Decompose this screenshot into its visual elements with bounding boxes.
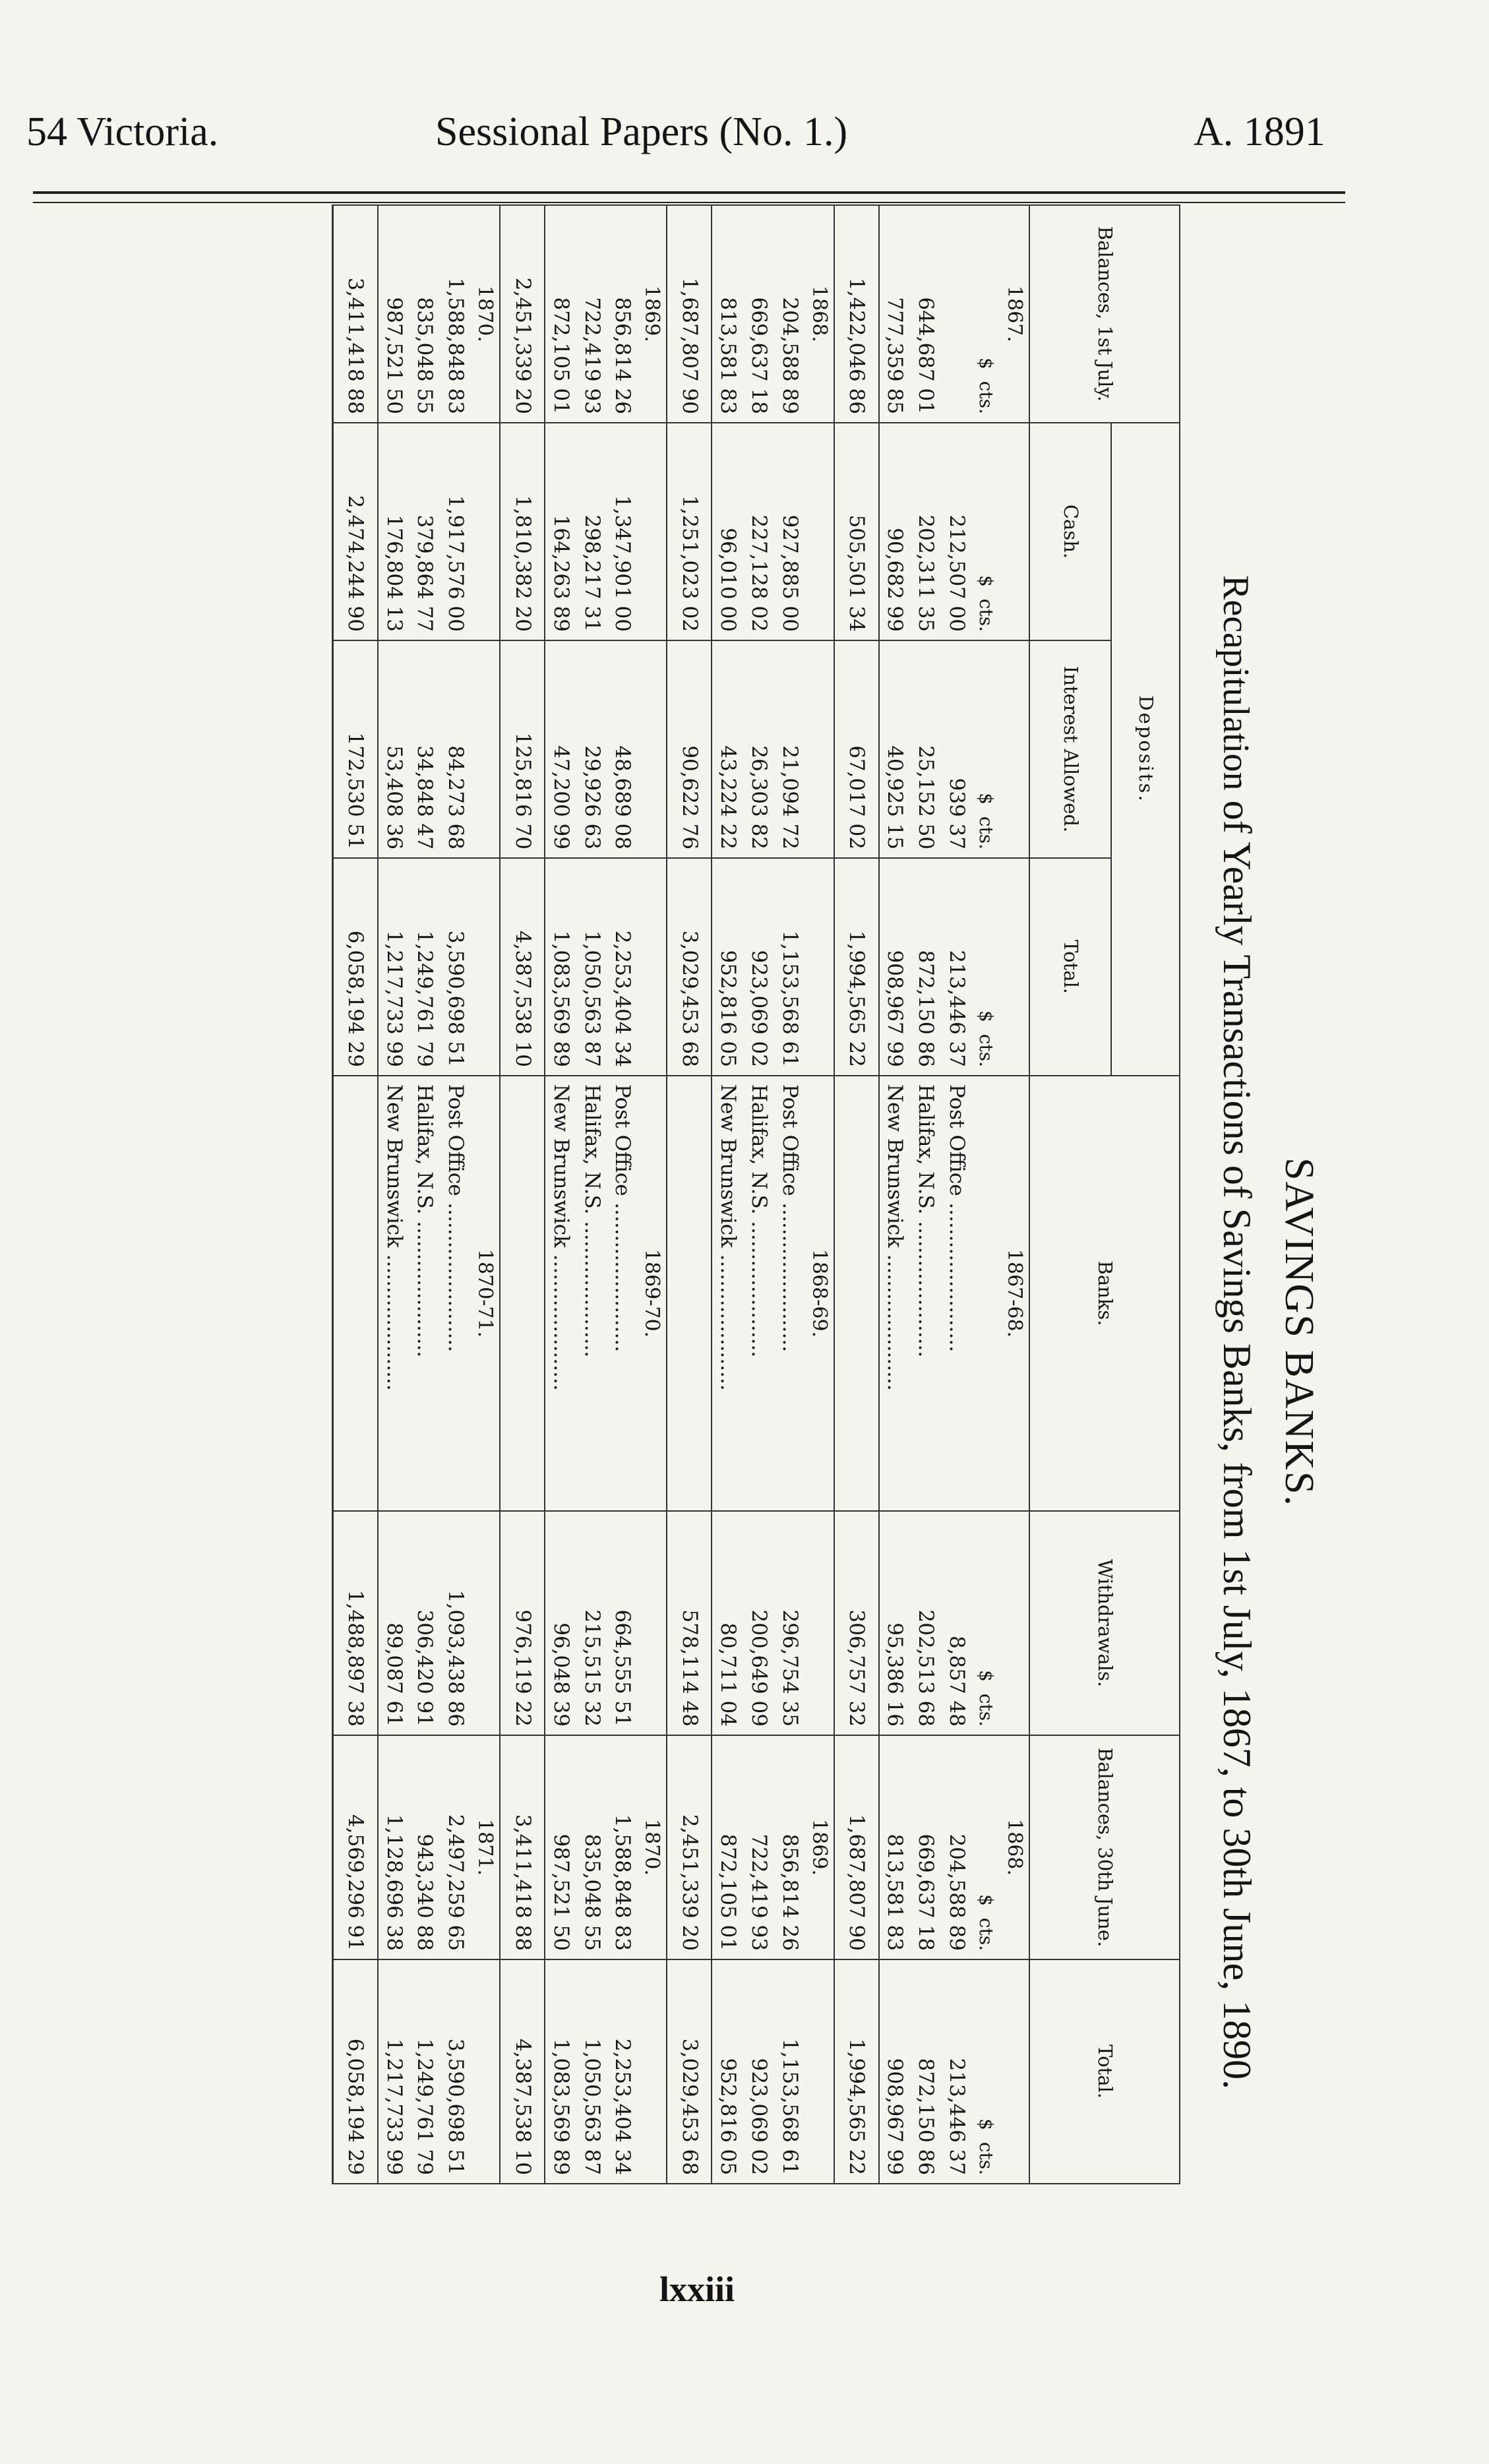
value-cell: 835,048 55: [576, 1735, 607, 1959]
value-cell: 813,581 83: [879, 1735, 911, 1959]
value-cell: 213,446 37: [941, 858, 972, 1076]
value-cell: 1,153,568 61: [774, 1959, 805, 2184]
empty-cell: [638, 423, 667, 640]
empty-cell: [1000, 858, 1029, 1076]
bank-name: New Brunswick .....................: [378, 1076, 410, 1511]
dollar-unit: $: [975, 575, 997, 587]
bank-name: Post Office .......................: [607, 1076, 638, 1511]
sum-cell: 3,411,418 88: [333, 205, 379, 423]
value-cell: 927,885 00: [774, 423, 805, 640]
value-cell: 47,200 99: [545, 640, 576, 858]
bank-name: Post Office .......................: [441, 1076, 471, 1511]
sum-cell: 578,114 48: [667, 1511, 712, 1735]
units-spacer: [975, 587, 997, 599]
table-row: [941, 205, 972, 2184]
value-cell: 2,253,404 34: [607, 1959, 638, 2184]
value-cell: 227,128 02: [743, 423, 774, 640]
sum-cell: 1,810,382 20: [500, 423, 545, 640]
value-cell: 84,273 68: [441, 640, 471, 858]
value-cell: 943,340 88: [410, 1735, 441, 1959]
table-body: [333, 205, 1030, 2184]
empty-cell: [471, 1511, 500, 1735]
table-row: [607, 205, 638, 2184]
empty-cell: [805, 423, 834, 640]
bank-name: Halifax, N.S. .....................: [410, 1076, 441, 1511]
value-cell: 1,083,569 89: [545, 858, 576, 1076]
value-cell: 8,857 48: [941, 1511, 972, 1735]
page-header-center: Sessional Papers (No. 1.): [435, 109, 848, 154]
value-cell: 1,588,848 83: [441, 205, 471, 423]
value-cell: 872,105 01: [712, 1735, 744, 1959]
col-deposits: Deposits.: [1111, 423, 1180, 1076]
sum-cell: 1,422,046 86: [834, 205, 879, 423]
empty-cell: [638, 858, 667, 1076]
units-spacer: [975, 2130, 997, 2142]
value-cell: 1,249,761 79: [410, 1959, 441, 2184]
units-spacer: [975, 1906, 997, 1918]
value-cell: 40,925 15: [879, 640, 911, 858]
value-cell: 1,249,761 79: [410, 858, 441, 1076]
value-cell: 1,217,733 99: [378, 858, 410, 1076]
cents-unit: cts.: [975, 1693, 997, 1727]
units-cell: [972, 1511, 1000, 1735]
units-cell: [972, 205, 1000, 423]
year-label: 1869.: [638, 205, 667, 423]
bank-name: Post Office .......................: [774, 1076, 805, 1511]
units-cell: [972, 1735, 1000, 1959]
sum-cell: 505,501 34: [834, 423, 879, 640]
value-cell: 21,094 72: [774, 640, 805, 858]
table-row: [911, 205, 942, 2184]
dollar-unit: $: [975, 1670, 997, 1682]
bank-name: New Brunswick .....................: [712, 1076, 744, 1511]
table-row: [712, 205, 744, 2184]
sum-cell: 172,530 51: [333, 640, 379, 858]
col-withdrawals: Withdrawals.: [1029, 1511, 1180, 1735]
value-cell: 26,303 82: [743, 640, 774, 858]
value-cell: 2,253,404 34: [607, 858, 638, 1076]
value-cell: 43,224 22: [712, 640, 744, 858]
value-cell: 923,069 02: [743, 1959, 774, 2184]
units-spacer: [975, 805, 997, 816]
empty-cell: [471, 423, 500, 640]
value-cell: 856,814 26: [607, 205, 638, 423]
value-cell: 1,588,848 83: [607, 1735, 638, 1959]
value-cell: 48,689 08: [607, 640, 638, 858]
sum-cell: 6,058,194 29: [333, 1959, 379, 2184]
dollar-unit: $: [975, 1894, 997, 1906]
value-cell: 298,217 31: [576, 423, 607, 640]
year-label: 1867-68.: [1000, 1076, 1029, 1511]
table-row: [576, 205, 607, 2184]
units-row: [972, 205, 1000, 2184]
value-cell: 89,087 61: [378, 1511, 410, 1735]
cents-unit: cts.: [975, 2141, 997, 2175]
cents-unit: cts.: [975, 1033, 997, 1067]
table-subtitle: [1214, 204, 1260, 2460]
value-cell: 164,263 89: [545, 423, 576, 640]
sum-cell: 125,816 70: [500, 640, 545, 858]
value-cell: 212,507 00: [941, 423, 972, 640]
year-label: 1870.: [471, 205, 500, 423]
value-cell: 202,513 68: [911, 1511, 942, 1735]
value-cell: 644,687 01: [911, 205, 942, 423]
sum-cell: 90,622 76: [667, 640, 712, 858]
value-cell: 987,521 50: [378, 205, 410, 423]
value-cell: 722,419 93: [743, 1735, 774, 1959]
year-row: [805, 205, 834, 2184]
sum-cell: 1,488,897 38: [333, 1511, 379, 1735]
empty-cell: [834, 1076, 879, 1511]
empty-cell: [638, 1959, 667, 2184]
table-row: [410, 205, 441, 2184]
units-spacer: [975, 369, 997, 381]
value-cell: 215,515 32: [576, 1511, 607, 1735]
sum-cell: 2,451,339 20: [500, 205, 545, 423]
empty-cell: [471, 640, 500, 858]
value-cell: 2,497,259 65: [441, 1735, 471, 1959]
units-spacer: [975, 1022, 997, 1034]
value-cell: 872,105 01: [545, 205, 576, 423]
page-number: lxxiii: [659, 2269, 735, 2309]
value-cell: 296,754 35: [774, 1511, 805, 1735]
value-cell: 95,386 16: [879, 1511, 911, 1735]
sum-cell: 2,474,244 90: [333, 423, 379, 640]
empty-cell: [1000, 1511, 1029, 1735]
sum-cell: 67,017 02: [834, 640, 879, 858]
recapitulation-table: [332, 204, 1180, 2184]
header-rule-thin: [33, 202, 1345, 203]
sum-row: [500, 205, 545, 2184]
sum-cell: 1,687,807 90: [834, 1735, 879, 1959]
value-cell: 813,581 83: [712, 205, 744, 423]
cents-unit: cts.: [975, 381, 997, 414]
value-cell: 939 37: [941, 640, 972, 858]
value-cell: 3,590,698 51: [441, 858, 471, 1076]
empty-cell: [667, 1076, 712, 1511]
value-cell: 1,050,563 87: [576, 858, 607, 1076]
table-row: [441, 205, 471, 2184]
value-cell: 952,816 05: [712, 858, 744, 1076]
value-cell: 777,359 85: [879, 205, 911, 423]
sum-cell: 3,411,418 88: [500, 1735, 545, 1959]
year-label: 1868-69.: [805, 1076, 834, 1511]
value-cell: 908,967 99: [879, 1959, 911, 2184]
value-cell: 1,128,696 38: [378, 1735, 410, 1959]
sum-row: [333, 205, 379, 2184]
empty-cell: [638, 640, 667, 858]
value-cell: 1,217,733 99: [378, 1959, 410, 2184]
col-balances-end: Balances, 30th June.: [1029, 1735, 1180, 1959]
empty-cell: [805, 1959, 834, 2184]
empty-cell: [471, 858, 500, 1076]
value-cell: 1,050,563 87: [576, 1959, 607, 2184]
value-cell: 379,864 77: [410, 423, 441, 640]
units-cell: [972, 423, 1000, 640]
empty-cell: [1000, 1959, 1029, 2184]
value-cell: 722,419 93: [576, 205, 607, 423]
empty-cell: [805, 858, 834, 1076]
subtitle-cap: Recapitulation: [1215, 574, 1256, 791]
dollar-unit: $: [975, 357, 997, 369]
sum-cell: 3,029,453 68: [667, 1959, 712, 2184]
sum-cell: 4,387,538 10: [500, 1959, 545, 2184]
value-cell: 96,048 39: [545, 1511, 576, 1735]
year-row: [1000, 205, 1029, 2184]
value-cell: 1,083,569 89: [545, 1959, 576, 2184]
year-label: 1870.: [638, 1735, 667, 1959]
dollar-unit: $: [975, 793, 997, 805]
sum-cell: 4,387,538 10: [500, 858, 545, 1076]
value-cell: 1,093,438 86: [441, 1511, 471, 1735]
value-cell: 306,420 91: [410, 1511, 441, 1735]
value-cell: 90,682 99: [879, 423, 911, 640]
dollar-unit: $: [975, 2118, 997, 2130]
value-cell: 856,814 26: [774, 1735, 805, 1959]
bank-name: New Brunswick .....................: [879, 1076, 911, 1511]
cents-unit: cts.: [975, 598, 997, 632]
value-cell: 1,917,576 00: [441, 423, 471, 640]
value-cell: 872,150 86: [911, 1959, 942, 2184]
value-cell: 34,848 47: [410, 640, 441, 858]
cents-unit: cts.: [975, 816, 997, 849]
cents-unit: cts.: [975, 1917, 997, 1951]
empty-cell: [638, 1511, 667, 1735]
value-cell: 3,590,698 51: [441, 1959, 471, 2184]
value-cell: 213,446 37: [941, 1959, 972, 2184]
empty-cell: [805, 1511, 834, 1735]
value-cell: 204,588 89: [774, 205, 805, 423]
year-label: 1870-71.: [471, 1076, 500, 1511]
empty-cell: [972, 1076, 1000, 1511]
value-cell: 29,926 63: [576, 640, 607, 858]
col-interest: Interest Allowed.: [1029, 640, 1111, 858]
value-cell: 200,649 09: [743, 1511, 774, 1735]
value-cell: 96,010 00: [712, 423, 744, 640]
subtitle-rest: of Yearly Transactions of Savings Banks, from 1st July, 1867, to 30th June, 1890.: [1215, 790, 1259, 2090]
bank-name: Post Office .......................: [941, 1076, 972, 1511]
header-rule: [33, 191, 1345, 194]
sum-cell: 976,119 22: [500, 1511, 545, 1735]
sum-cell: 4,569,296 91: [333, 1735, 379, 1959]
year-label: 1867.: [1000, 205, 1029, 423]
col-balances-first: Balances, 1st July.: [1029, 205, 1180, 423]
table-title: SAVINGS BANKS.: [1277, 1157, 1322, 1507]
units-cell: [972, 640, 1000, 858]
rotated-table-area: [171, 204, 1345, 2460]
year-row: [471, 205, 500, 2184]
year-label: 1868.: [805, 205, 834, 423]
year-label: 1868.: [1000, 1735, 1029, 1959]
empty-cell: [1000, 640, 1029, 858]
value-cell: 1,347,901 00: [607, 423, 638, 640]
dollar-unit: $: [975, 1010, 997, 1022]
value-cell: 908,967 99: [879, 858, 911, 1076]
value-cell: 664,555 51: [607, 1511, 638, 1735]
table-row: [545, 205, 576, 2184]
year-label: 1871.: [471, 1735, 500, 1959]
sum-row: [667, 205, 712, 2184]
bank-name: Halifax, N.S. .....................: [743, 1076, 774, 1511]
value-cell: 1,153,568 61: [774, 858, 805, 1076]
value-cell: 835,048 55: [410, 205, 441, 423]
table-row: [879, 205, 911, 2184]
sum-row: [834, 205, 879, 2184]
sum-cell: 1,994,565 22: [834, 858, 879, 1076]
year-row: [638, 205, 667, 2184]
value-cell: 204,588 89: [941, 1735, 972, 1959]
sum-cell: 1,251,023 02: [667, 423, 712, 640]
year-label: 1869-70.: [638, 1076, 667, 1511]
sum-cell: 6,058,194 29: [333, 858, 379, 1076]
empty-cell: [333, 1076, 379, 1511]
units-cell: [972, 858, 1000, 1076]
value-cell: 923,069 02: [743, 858, 774, 1076]
bank-name: New Brunswick .....................: [545, 1076, 576, 1511]
page-header-left: 54 Victoria.: [26, 109, 219, 154]
value-cell: 202,311 35: [911, 423, 942, 640]
value-cell: 176,804 13: [378, 423, 410, 640]
value-cell: 669,637 18: [743, 205, 774, 423]
value-cell: 872,150 86: [911, 858, 942, 1076]
col-cash: Cash.: [1029, 423, 1111, 640]
empty-cell: [1000, 423, 1029, 640]
table-row: [743, 205, 774, 2184]
table-row: [774, 205, 805, 2184]
value-cell: 669,637 18: [911, 1735, 942, 1959]
value-cell: [941, 205, 972, 423]
value-cell: 987,521 50: [545, 1735, 576, 1959]
value-cell: 53,408 36: [378, 640, 410, 858]
sum-cell: 1,687,807 90: [667, 205, 712, 423]
empty-cell: [805, 640, 834, 858]
page-header-right: A. 1891: [1194, 109, 1325, 154]
bank-name: Halifax, N.S. .....................: [911, 1076, 942, 1511]
value-cell: 25,152 50: [911, 640, 942, 858]
value-cell: 952,816 05: [712, 1959, 744, 2184]
sum-cell: 1,994,565 22: [834, 1959, 879, 2184]
col-total: Total.: [1029, 858, 1111, 1076]
units-spacer: [975, 1682, 997, 1694]
bank-name: Halifax, N.S. .....................: [576, 1076, 607, 1511]
sum-cell: 306,757 32: [834, 1511, 879, 1735]
empty-cell: [471, 1959, 500, 2184]
empty-cell: [500, 1076, 545, 1511]
year-label: 1869.: [805, 1735, 834, 1959]
col-banks: Banks.: [1029, 1076, 1180, 1511]
sum-cell: 2,451,339 20: [667, 1735, 712, 1959]
sum-cell: 3,029,453 68: [667, 858, 712, 1076]
value-cell: 80,711 04: [712, 1511, 744, 1735]
units-cell: [972, 1959, 1000, 2184]
table-row: [378, 205, 410, 2184]
col-total-right: Total.: [1029, 1959, 1180, 2184]
